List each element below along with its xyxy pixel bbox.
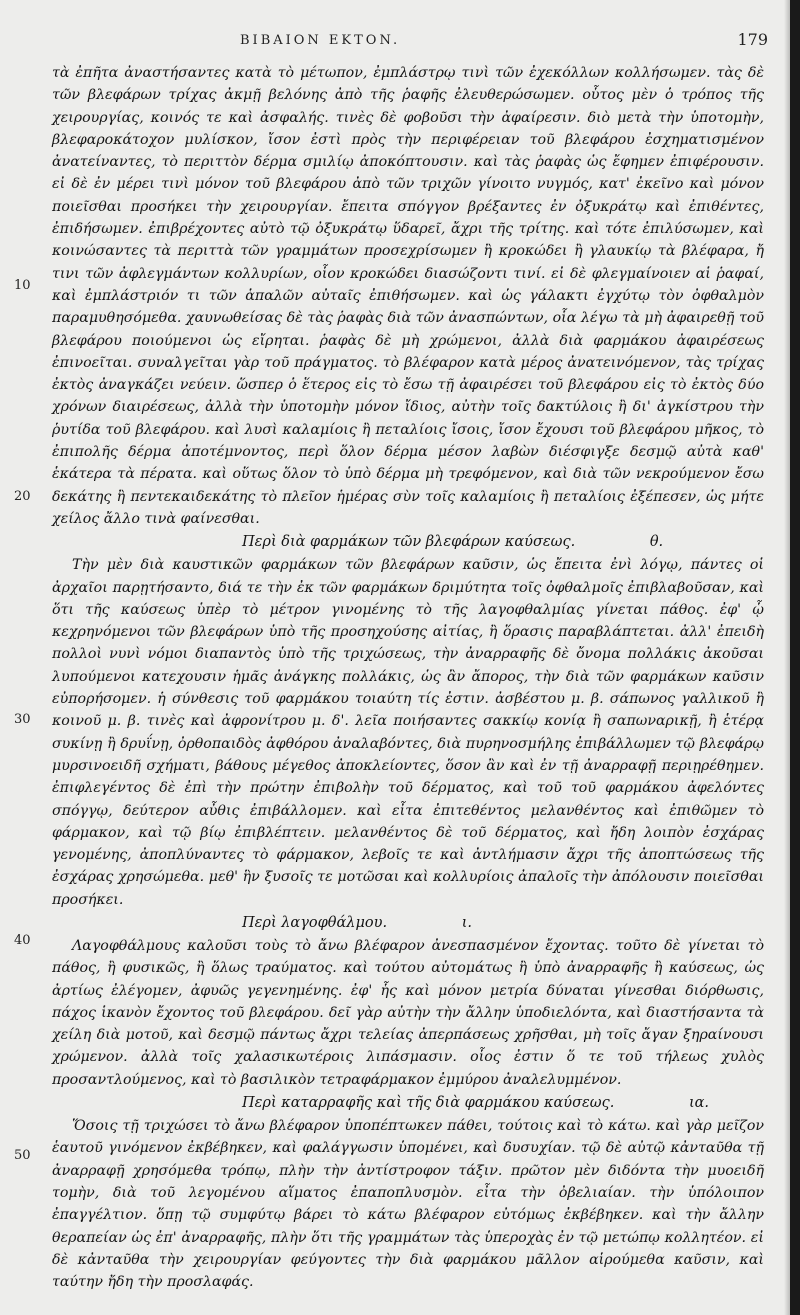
section-number: ι. — [461, 914, 472, 931]
line-number-50: 50 — [14, 1148, 31, 1163]
line-number-10: 10 — [14, 278, 31, 293]
paragraph: Ὅσοις τῇ τριχώσει τὸ ἄνω βλέφαρον ὑποπέπτωκεν πάθει, τούτοις καὶ τὸ κάτω. καὶ γὰρ μεῖζον ἑαυτοῦ γινόμενον ἐκβέβηκεν, καὶ φαλάγγωσιν ὑπομένει, καὶ δυσυχίαν. τῷ δὲ αὐτῷ κἀνταῦθα τῇ ἀναρραφῇ χρησόμεθα τρόπῳ, πλὴν τὴν ἀντίστροφον τάξιν. πρῶτον μὲν διδόντα τὴν μυοειδῆ τομὴν, διὰ τοῦ λεγομένου αἵματος ἐπαποπλυσμὸν. εἶτα τὴν ὀβελιαίαν. τὴν ὑπόλοιπον ἐπαγγέλτιον. ὅπῃ τῷ συμφύτῳ βάρει τὸ κάτω βλέφαρον εὐτόμως ἐκβέβηκεν. καὶ τὴν ἄλλην θεραπείαν ὡς ἐπ' ἀναρραφῆς, πλὴν ὅτι τῆς γραμμάτων τὰς ὑπεροχὰς ἐν τῷ μετώπῳ κολλητέον. εἰ δὲ κἀνταῦθα τὴν χειρουργίαν φεύγοντες τὴν διὰ φαρμάκου μᾶλλον αἱρούμεθα καῦσιν, καὶ ταύτην ἤδη τὴν προσλαφάς. — [52, 1118, 764, 1291]
section-heading-eyelid-cautery — [52, 530, 764, 554]
page-number: 179 — [737, 30, 768, 49]
section-number: θ. — [649, 534, 664, 551]
line-number-40: 40 — [14, 933, 31, 948]
line-number-30: 30 — [14, 712, 31, 727]
paragraph: Τὴν μὲν διὰ καυστικῶν φαρμάκων τῶν βλεφάρων καῦσιν, ὡς ἔπειτα ἐνὶ λόγῳ, πάντες οἱ ἀρχαῖοι παρῃτήσαντο, διά τε τὴν ἐκ τῶν φαρμάκων δριμύτητα τοῖς ὀφθαλμοῖς ἐπιβλαβοῦσαν, καὶ ὅτι τῆς καύσεως ὑπὲρ τὸ μέτρον γινομένης τὸ τῆς λαγοφθαλμίας γίνεται πάθος. ἐφ' ᾧ κεχρηνόμενοι τῶν βλεφάρων ὑπὸ τῆς προσηχούσης αἰτίας, ἢ ὅρασις παραβλάπτεται. ἀλλ' ἐπειδὴ πολλοὶ νυνὶ νόμοι διαπαντὸς ὑπὸ τῆς τριχώσεως, τὴν ἀναρραφῆς δὲ ὄνομα πολλάκις ἀκοῦσαι λυπούμενοι κατεχουσιν ἡμᾶς ἀνάγκης πολλάκις, ὡς ἂν ἄπορος, τὴν διὰ τῶν φαρμάκων καῦσιν εὐπορήσομεν. ἡ σύνθεσις τοῦ φαρμάκου τοιαύτη τίς ἐστιν. ἀσβέστου μ. β. σάπωνος γαλλικοῦ ἢ κοινοῦ μ. β. τινὲς καὶ ἀφρονίτρου μ. δ'. λεῖα ποιήσαντες σακκίῳ κονίᾳ ἢ σαπωναρικῇ, ἢ ἑτέρᾳ συκίνῃ ἢ δρυΐνῃ, ὀρθοπαιδὸς ἀφθόρου ἀναλαβόντες, διὰ πυρηνοσμήλης ἐπιβάλλωμεν τῷ βλεφάρῳ μυρσινοειδῆ σχήματι, βάθους μέγεθος ἀποκλείοντες, ὅσον ἂν καὶ ἐν τῇ ἀναρραφῇ περιῃρέθημεν. ἐπιφλεγέντος δὲ ἐπὶ τὴν πρώτην ἐπιβολὴν τοῦ δέρματος, καὶ τοῦ τοῦ φαρμάκου ἀφελόντες σπόγγῳ, δεύτερον αὖθις ἐπιβάλλομεν. καὶ εἶτα ἐπιτεθέντος μελανθέντος καὶ ἐπιθῶμεν τὸ φάρμακον, καὶ τῷ βίῳ ἐπιβλέπτειν. μελανθέντος δὲ τοῦ δέρματος, καὶ ἤδη λοιπὸν ἐσχάρας γενομένης, ἀποπλύναντες τὸ φάρμακον, λεβοῖς τε καὶ ἀντλήμασιν ἄχρι τῆς ἀποπτώσεως τῆς ἐσχάρας χρησώμεθα. μεθ' ἣν ξυσοῖς τε μοτῶσαι καὶ κολλυρίοις ἀπαλοῖς τὴν ἀπόλουσιν ποιεῖσθαι προσήκει. — [52, 557, 764, 908]
paragraph-continued: τὰ ἐπῆτα ἀναστήσαντες κατὰ τὸ μέτωπον, ἐμπλάστρῳ τινὶ τῶν ἐχεκόλλων κολλήσωμεν. τὰς δὲ τῶν βλεφάρων τρίχας ἀκμῇ βελόνης ἀπὸ τῆς ῥαφῆς ἐλευθερώσωμεν. οὗτος μὲν ὁ τρόπος τῆς χειρουργίας, κοινός τε καὶ ἀσφαλής. τινὲς δὲ φοβοῦσι τὴν ἀφαίρεσιν. διὸ μετὰ τὴν ὑποτομὴν, βλεφαροκάτοχον μυλίσκον, ἴσον ἐστὶ πρὸς τὴν περιφέρειαν τοῦ βλεφάρου ἐσχηματισμένον ἀνατείναντες, τὸ περιττὸν δέρμα σμιλίῳ ἀποκόπτουσιν. καὶ τὰς ῥαφὰς ὡς ἔφημεν ἐπιφέρουσιν. εἰ δὲ ἐν μέρει τινὶ μόνον τοῦ βλεφάρου ἀπὸ τῶν τριχῶν γίνοιτο νυγμός, κατ' ἐκεῖνο καὶ μόνον ποιεῖσθαι προσήκει τὴν χειρουργίαν. ἔπειτα σπόγγον βρέξαντες ἐν ὀξυκράτῳ καὶ ἐπιθέντες, ἐπιδήσωμεν. ἐπιβρέχοντες αὐτὸ τῷ ὀξυκράτῳ ὕδαρεῖ, ἄχρι τῆς τρίτης. καὶ τότε ἐπιλύσωμεν, καὶ κοινώσαντες τὰ περιττὰ τῶν γραμμάτων προσεχρίσωμεν ἢ κροκώδει ἢ γλαυκίῳ τὰ βλέφαρα, ἤ τινι τῶν ἀφλεγμάντων κολλυρίων, οἷον κροκώδει διασώζοντι τινί. εἰ δὲ φλεγμαίνοιεν αἱ ῥαφαί, καὶ ἐμπλάστριόν τι τῶν ἁπαλῶν αὐταῖς ἐπιθήσωμεν. καὶ ὡς γάλακτι ἐγχύτῳ τὸν ὀφθαλμὸν παραμυθησόμεθα. χαυνωθείσας δὲ τὰς ῥαφὰς διὰ τῶν ἀνασπώντων, οἷα λέγω τὰ μὴ ἀφαιρεθῇ τοῦ βλεφάρου ποιούμενοι ὡς εἴρηται. ῥαφὰς δὲ μὴ χρώμενοι, ἀλλὰ διὰ φαρμάκου ἀφαιρέσεως ἐπινοεῖται. συναλγεῖται γὰρ τοῦ πράγματος. τὸ βλέφαρον κατὰ μέρος ἀνατεινόμενον, τὰς τρίχας ἐκτὸς ἀναγκάζει νεύειν. ὥσπερ ὁ ἕτερος εἰς τὸ ἔσω τῇ ἀφαιρέσει τοῦ βλεφάρου εἰς τὸ ἐκτὸς δύο χρόνων διαιρέσεως, ἀλλὰ τὴν ὑποτομὴν μόνον ἴδιος, αὐτὴν τοῖς δακτύλοις ἢ δι' ἀγκίστρου τὴν ῥυτίδα τοῦ βλεφάρου. καὶ λυσὶ καλαμίοις ἢ πεταλίοις ἴσοις, ἴσον ἔχουσι τοῦ βλεφάρου μῆκος, τὸ ἐπιπολῆς δέρμα ἀποτέμνοντος, περὶ ὅλον δέρμα μέσον λαβὼν διέσφιγξε δεσμῷ αὐτὰ καθ' ἑκάτερα τὰ πέρατα. καὶ οὕτως ὅλον τὸ ὑπὸ δέρμα μὴ τρεφόμενον, καὶ διὰ τῶν νεκρούμενον ἔσω δεκάτης ἢ πεντεκαιδεκάτης τὸ πλεῖον ἡμέρας σὺν τοῖς καλαμίοις ἢ πεταλίοις ἐξέπεσεν, ὡς μήτε χείλος ἄλλο τινὰ φαίνεσθαι. — [52, 65, 764, 527]
section-heading-katarraphe — [52, 1091, 764, 1115]
section-heading-lagophthalmos — [52, 911, 764, 935]
paragraph: Λαγοφθάλμους καλοῦσι τοὺς τὸ ἄνω βλέφαρον ἀνεσπασμένον ἔχοντας. τοῦτο δὲ γίνεται τὸ πάθος, ἢ φυσικῶς, ἢ ὅλως τραύματος. καὶ τούτου αὐτομάτως ἢ ὑπὸ ἀναρραφῆς ἢ καύσεως, ὡς ἀρτίως ἐλέγομεν, ἀφυῶς γεγενημένης. ἐφ' ἧς καὶ μόνον μετρία δύναται γίνεσθαι διόρθωσις, πάχος ἱκανὸν ἔχοντος τοῦ βλεφάρου. δεῖ γὰρ αὐτὴν τὴν ἄλλην ὑποδιελόντα, καὶ διαστήσαντα τὰ χείλη διὰ μοτοῦ, καὶ δεσμῷ πάντως ἄχρι τελείας ἀπερπάσεως χρῆσθαι, μὴ τοῖς ἄγαν ξηραίνουσι χρώμενον. ἀλλὰ τοῖς χαλασικωτέροις λιπάσμασιν. οἷος ἐστιν ὅ τε τοῦ τήλεως χυλὸς προσαντλούμενος, καὶ τὸ βασιλικὸν τετραφάρμακον ἐμμύρου ἀναλελυμμένον. — [52, 937, 764, 1088]
section-title: Περὶ λαγοφθάλμου. — [242, 914, 388, 931]
section-number: ια. — [688, 1095, 710, 1112]
body-text — [52, 62, 764, 1293]
section-title: Περὶ καταρραφῆς καὶ τῆς διὰ φαρμάκου καύσεως. — [242, 1095, 615, 1112]
running-head: BIBAION EKTON. — [240, 33, 401, 48]
line-number-20: 20 — [14, 489, 31, 504]
section-title: Περὶ διὰ φαρμάκων τῶν βλεφάρων καύσεως. — [242, 534, 576, 551]
